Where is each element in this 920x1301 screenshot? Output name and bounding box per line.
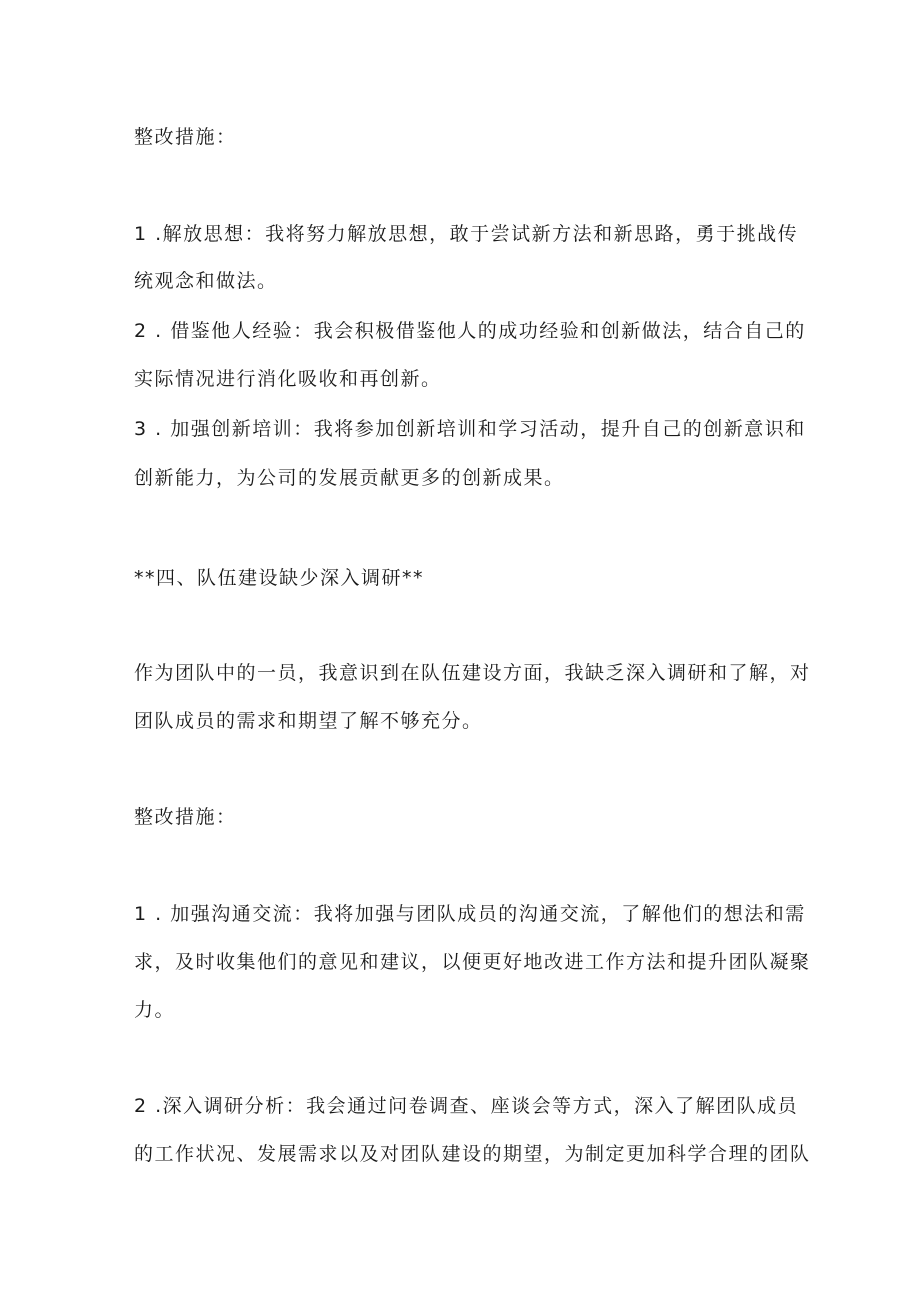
paragraph-line: 作为团队中的一员，我意识到在队伍建设方面，我缺乏深入调研和了解，对	[134, 662, 811, 684]
paragraph-line: 实际情况进行消化吸收和再创新。	[134, 368, 442, 390]
paragraph-line: 2 .深入调研分析：我会通过问卷调查、座谈会等方式，深入了解团队成员	[134, 1095, 799, 1117]
paragraph-line: 统观念和做法。	[134, 270, 278, 292]
paragraph-line: 创新能力，为公司的发展贡献更多的创新成果。	[134, 467, 565, 489]
section-heading-team-building: **四、队伍建设缺少深入调研**	[134, 567, 425, 589]
paragraph-line: 团队成员的需求和期望了解不够充分。	[134, 710, 483, 732]
section-heading-rectification: 整改措施：	[134, 126, 237, 148]
paragraph-line: 的工作状况、发展需求以及对团队建设的期望，为制定更加科学合理的团队	[134, 1143, 811, 1165]
section-heading-rectification: 整改措施：	[134, 806, 237, 828]
paragraph-line: 求，及时收集他们的意见和建议，以便更好地改进工作方法和提升团队凝聚	[134, 951, 811, 973]
paragraph-line: 1 . 加强沟通交流：我将加强与团队成员的沟通交流，了解他们的想法和需	[134, 903, 806, 925]
paragraph-line: 力。	[134, 999, 176, 1021]
paragraph-line: 2 . 借鉴他人经验：我会积极借鉴他人的成功经验和创新做法，结合自己的	[134, 320, 806, 342]
paragraph-line: 1 .解放思想：我将努力解放思想，敢于尝试新方法和新思路，勇于挑战传	[134, 223, 799, 245]
paragraph-line: 3 . 加强创新培训：我将参加创新培训和学习活动，提升自己的创新意识和	[134, 418, 806, 440]
